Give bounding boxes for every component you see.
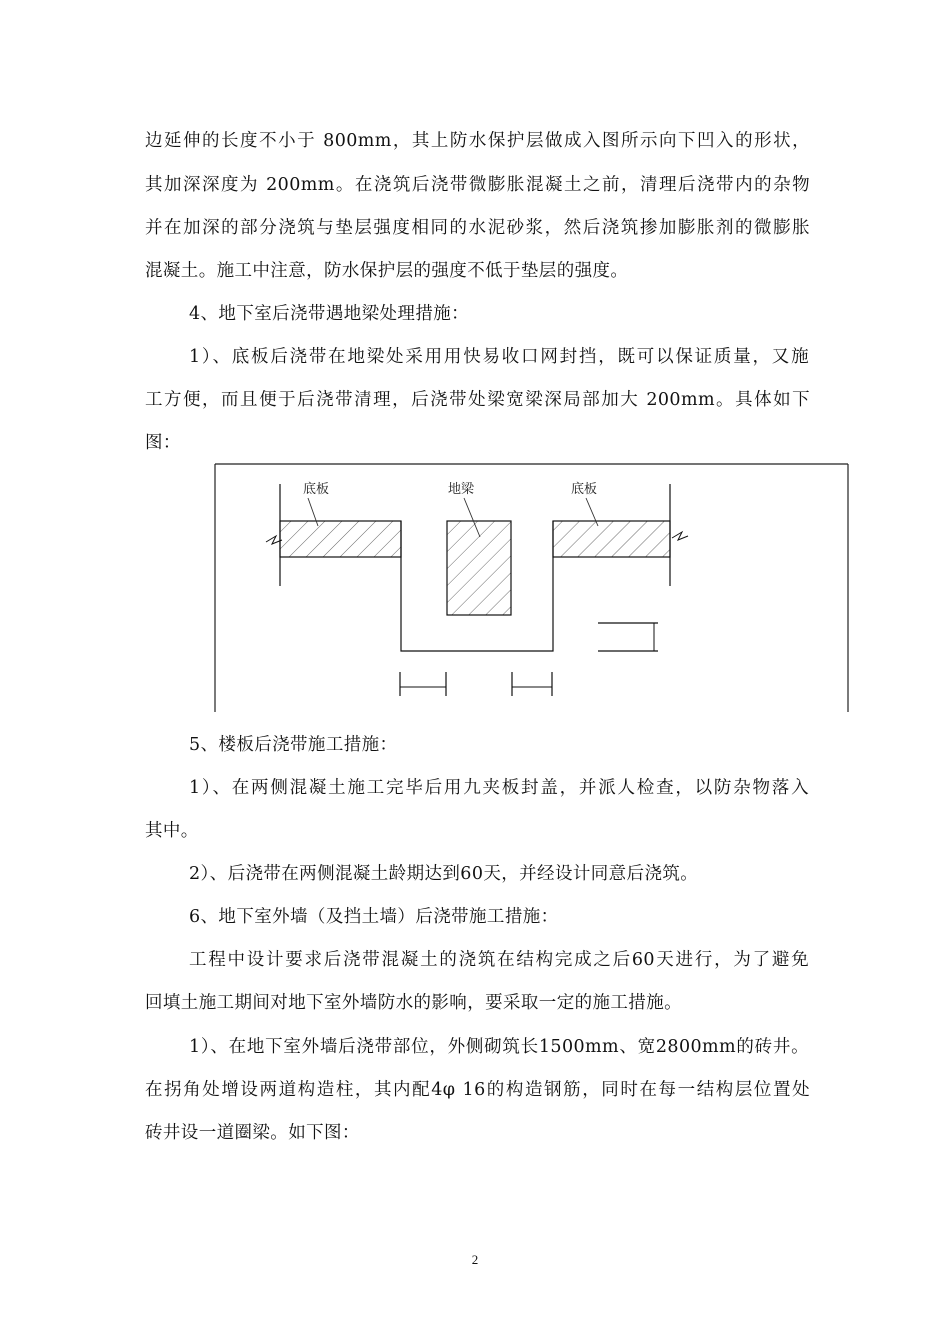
paragraph-line: 1）、底板后浇带在地梁处采用用快易收口网封挡，既可以保证质量，又施 [189,347,809,367]
paragraph-line: 1）、在两侧混凝土施工完毕后用九夹板封盖，并派人检查，以防杂物落入 [189,778,809,798]
section-heading-5: 5、楼板后浇带施工措施： [189,735,398,755]
section-heading-4: 4、地下室后浇带遇地梁处理措施： [189,304,470,324]
right-slab-section [553,521,670,557]
paragraph-line: 混凝土。施工中注意，防水保护层的强度不低于垫层的强度。 [145,261,629,281]
label-right-slab: 底板 [571,482,598,497]
paragraph-line: 回填土施工期间对地下室外墙防水的影响，要采取一定的施工措施。 [145,993,682,1013]
paragraph-line: 图： [145,433,181,453]
paragraph-line: 1）、在地下室外墙后浇带部位，外侧砌筑长1500mm、宽2800mm的砖井。 [189,1037,809,1057]
label-ground-beam: 地梁 [448,482,475,497]
paragraph-line: 2）、后浇带在两侧混凝土龄期达到60天，并经设计同意后浇筑。 [189,864,699,884]
paragraph-line: 其中。 [145,821,199,841]
paragraph-line: 砖井设一道圈梁。如下图： [145,1123,360,1143]
paragraph-line: 工方便，而且便于后浇带清理，后浇带处梁宽梁深局部加大 200mm。具体如下 [145,390,810,410]
paragraph-line: 工程中设计要求后浇带混凝土的浇筑在结构完成之后60天进行，为了避免 [189,950,809,970]
paragraph-line: 其加深深度为 200mm。在浇筑后浇带微膨胀混凝土之前，清理后浇带内的杂物 [145,175,810,195]
paragraph-line: 在拐角处增设两道构造柱，其内配4φ 16的构造钢筋，同时在每一结构层位置处 [145,1080,810,1100]
beam-post-pour-strip-diagram [214,462,850,714]
paragraph-line: 并在加深的部分浇筑与垫层强度相同的水泥砂浆，然后浇筑掺加膨胀剂的微膨胀 [145,218,810,238]
label-left-slab: 底板 [303,482,330,497]
page-number: 2 [471,1252,479,1267]
left-slab-section [280,521,401,557]
paragraph-line: 边延伸的长度不小于 800mm，其上防水保护层做成入图所示向下凹入的形状， [145,131,810,151]
section-heading-6: 6、地下室外墙（及挡土墙）后浇带施工措施： [189,907,559,927]
